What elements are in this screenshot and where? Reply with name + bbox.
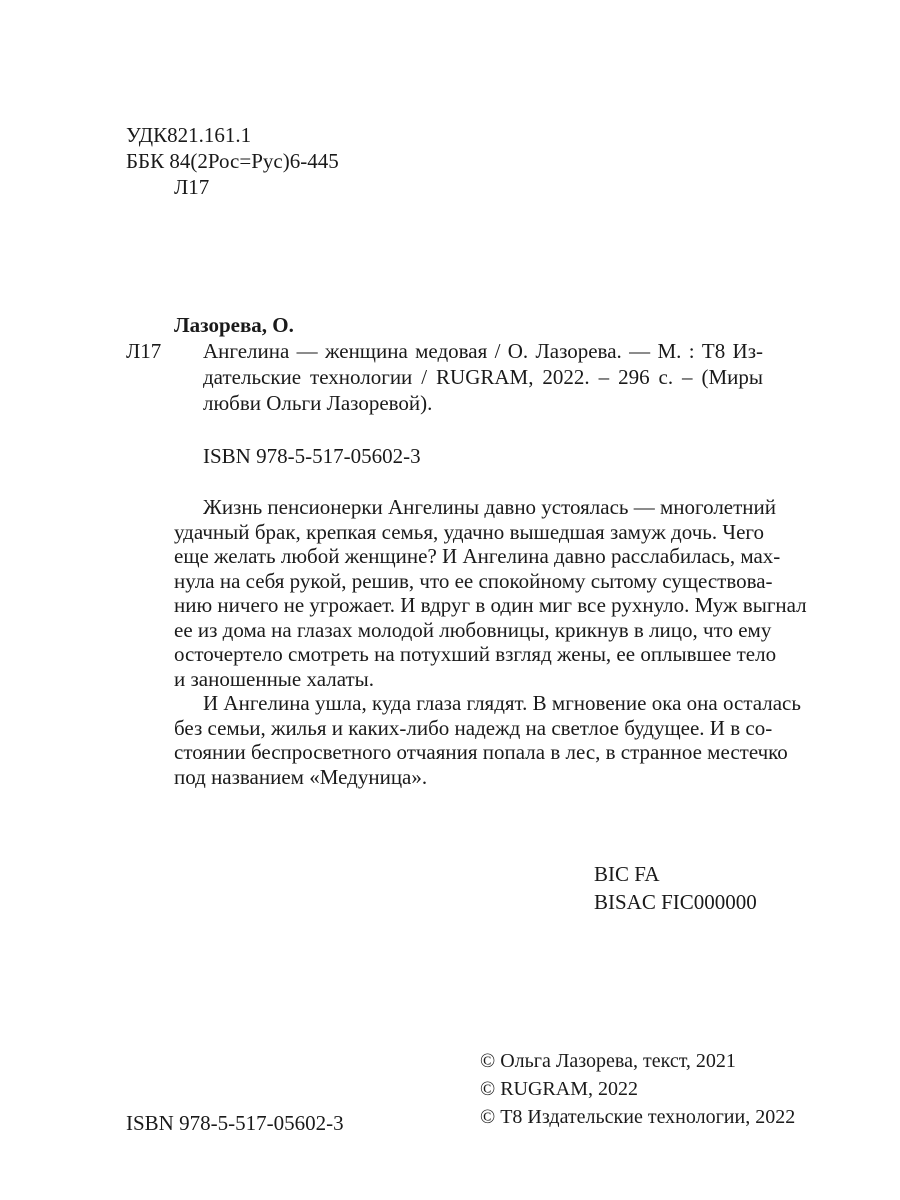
author-heading: Лазорева, О. — [174, 313, 294, 337]
annotation-line: удачный брак, крепкая семья, удачно вышедшая замуж дочь. Чего — [174, 519, 764, 544]
biblio-line: любви Ольги Лазоревой). — [203, 391, 433, 415]
bbk-code: ББК 84(2Рос=Рус)6-445 — [126, 149, 339, 173]
author-mark-code: Л17 — [126, 339, 162, 363]
isbn-entry: ISBN 978-5-517-05602-3 — [203, 444, 421, 468]
footer-isbn: ISBN 978-5-517-05602-3 — [126, 1111, 344, 1135]
bibliographic-description — [203, 338, 763, 416]
classification-block — [126, 122, 339, 200]
subject-codes — [594, 860, 757, 916]
annotation-line: под названием «Медуница». — [174, 764, 428, 789]
annotation-line: И Ангелина ушла, куда глаза глядят. В мгновение ока она осталась — [203, 691, 801, 715]
bisac-code: BISAC FIC000000 — [594, 890, 757, 914]
annotation-line: стоянии беспросветного отчаяния попала в лес, в странное местечко — [174, 740, 788, 764]
annotation — [174, 495, 807, 789]
annotation-line: еще желать любой женщине? И Ангелина давно расслабилась, мах- — [174, 544, 781, 568]
copyright-line: © Т8 Издательские технологии, 2022 — [480, 1106, 796, 1128]
bic-code: BIC FA — [594, 862, 660, 886]
annotation-line: нию ничего не угрожает. И вдруг в один миг все рухнуло. Муж выгнал — [174, 593, 807, 617]
author-mark: Л17 — [174, 175, 210, 199]
annotation-line: Жизнь пенсионерки Ангелины давно устоялась — многолетний — [203, 495, 777, 519]
annotation-line: осточертело смотреть на потухший взгляд жены, ее оплывшее тело — [174, 642, 777, 666]
annotation-line: и заношенные халаты. — [174, 666, 375, 691]
biblio-line: Ангелина — женщина медовая / О. Лазорева. — М. : Т8 Из- — [203, 339, 763, 363]
annotation-line: нула на себя рукой, решив, что ее спокойному сытому существова- — [174, 568, 773, 593]
biblio-line: дательские технологии / RUGRAM, 2022. – 296 с. – (Миры — [203, 365, 763, 389]
copyright-line: © Ольга Лазорева, текст, 2021 — [480, 1050, 736, 1072]
copyright-line: © RUGRAM, 2022 — [480, 1078, 638, 1100]
copyright-block — [480, 1047, 795, 1131]
annotation-line: без семьи, жилья и каких-либо надежд на светлое будущее. И в со- — [174, 715, 773, 740]
annotation-line: ее из дома на глазах молодой любовницы, крикнув в лицо, что ему — [174, 617, 772, 642]
udc-code: УДК821.161.1 — [126, 123, 252, 147]
